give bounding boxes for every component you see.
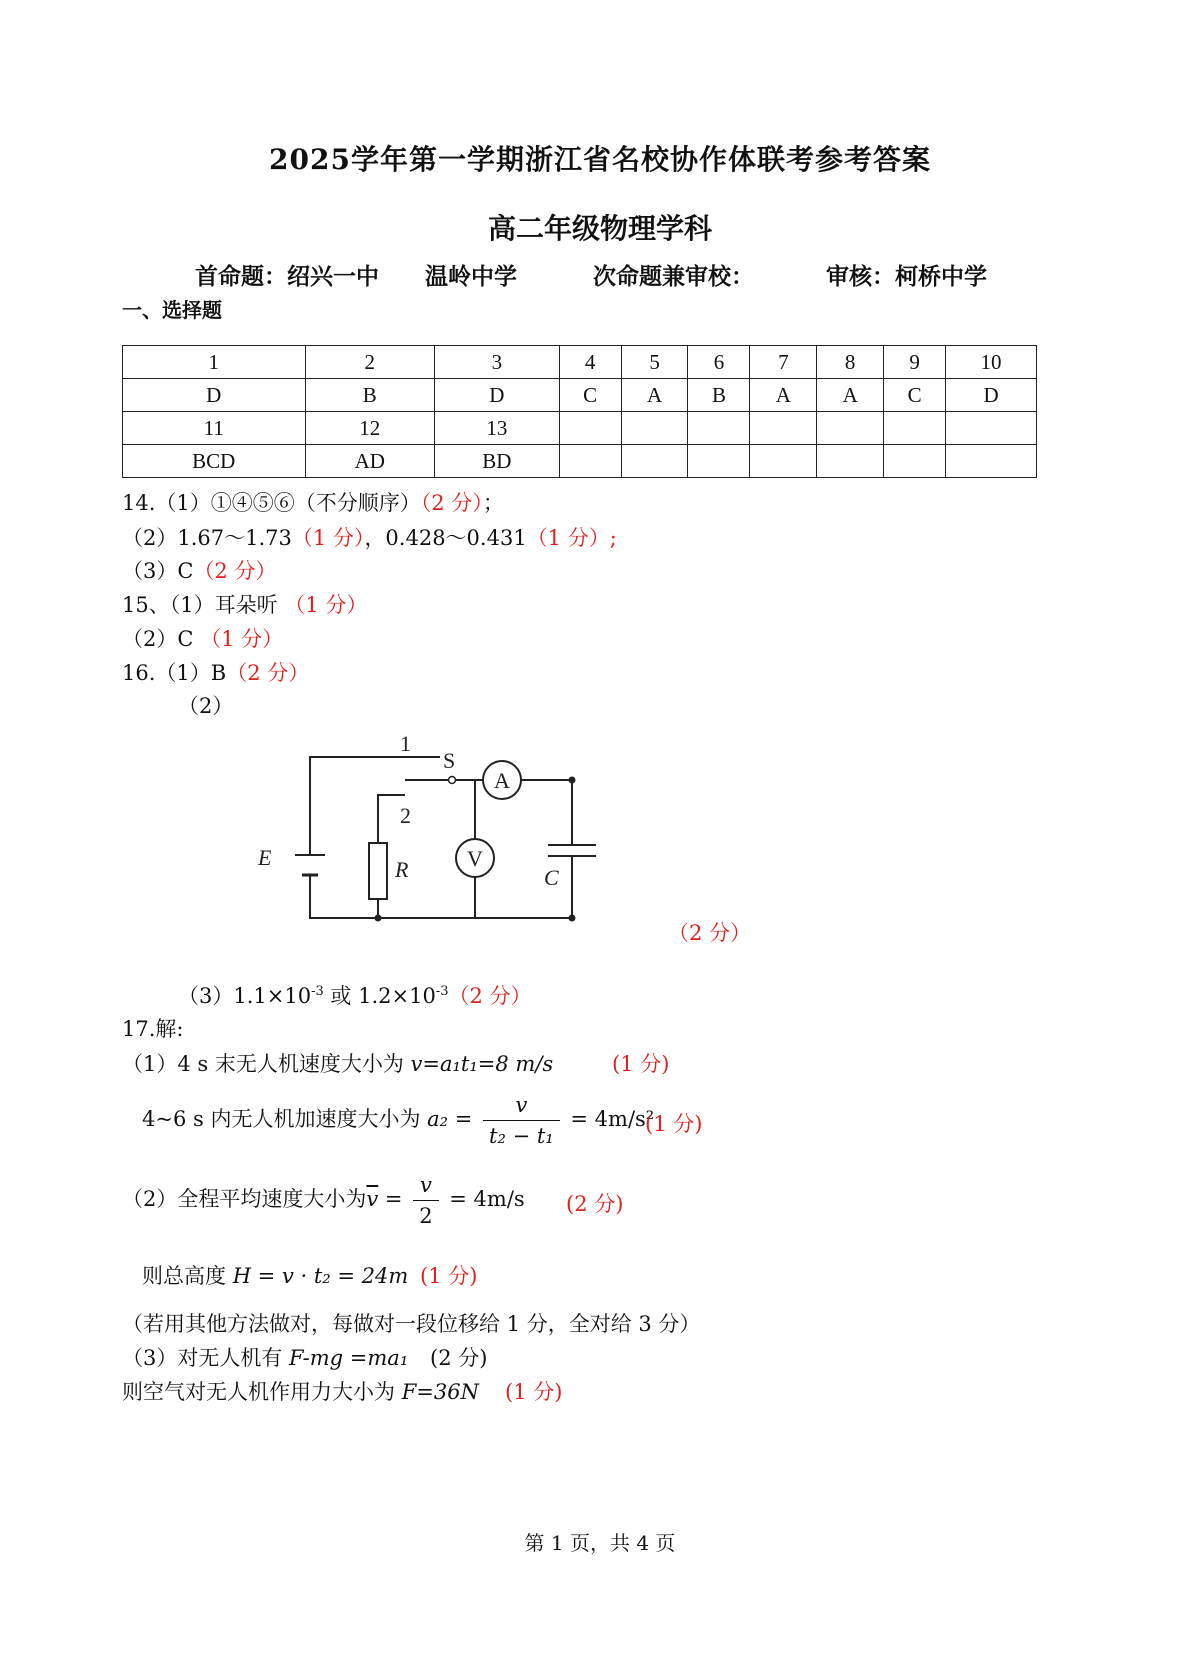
q16-score1: （2 分） bbox=[226, 661, 310, 685]
question-number-cell: 8 bbox=[817, 346, 884, 379]
answer-cell bbox=[946, 445, 1037, 478]
wire-top-left bbox=[310, 757, 440, 855]
answer-table-row bbox=[123, 379, 1037, 412]
answer-cell: A bbox=[750, 379, 817, 412]
q15-score2: （1 分） bbox=[200, 627, 284, 651]
q16-line3 bbox=[178, 980, 532, 1010]
question-number-cell: 12 bbox=[305, 412, 434, 445]
label-ammeter: A bbox=[494, 768, 510, 793]
question-number-cell: 3 bbox=[434, 346, 559, 379]
q17-text1: （1）4 s 末无人机速度大小为 bbox=[122, 1052, 411, 1076]
q16-line1 bbox=[122, 657, 309, 687]
q17-eq3: = bbox=[378, 1187, 403, 1211]
answer-cell: BCD bbox=[123, 445, 306, 478]
first-setter: 首命题：绍兴一中 bbox=[195, 264, 379, 290]
q14-score3: （2 分） bbox=[193, 559, 277, 583]
q15-line2 bbox=[122, 623, 283, 653]
answer-table-row bbox=[123, 412, 1037, 445]
q17-line1 bbox=[122, 1048, 553, 1078]
q17-vbar: $\overline{v}$ bbox=[366, 1187, 379, 1211]
q14-answer3: （3）C bbox=[122, 559, 194, 583]
question-number-cell bbox=[559, 412, 621, 445]
q17-num3: v bbox=[413, 1170, 438, 1201]
resistor bbox=[369, 843, 387, 899]
page-number: 第 1 页，共 4 页 bbox=[524, 1531, 676, 1555]
q16-answer3a: （3）1.1×10 bbox=[178, 984, 312, 1008]
q16-exp1: -3 bbox=[311, 984, 324, 999]
answer-cell: D bbox=[434, 379, 559, 412]
question-number-cell: 5 bbox=[621, 346, 688, 379]
q17-line6 bbox=[122, 1376, 479, 1406]
question-number-cell: 13 bbox=[434, 412, 559, 445]
q16-answer3b: 或 1.2×10 bbox=[323, 984, 436, 1008]
label-contact-2: 2 bbox=[400, 803, 411, 828]
question-number-cell: 4 bbox=[559, 346, 621, 379]
section-choice-title: 一、选择题 bbox=[122, 298, 222, 322]
label-switch: S bbox=[443, 748, 456, 773]
q17-score4: (1 分) bbox=[420, 1264, 478, 1288]
reviewer: 审核：柯桥中学 bbox=[826, 264, 987, 290]
q17-note: （若用其他方法做对，每做对一段位移给 1 分，全对给 3 分） bbox=[122, 1312, 701, 1336]
answer-cell: AD bbox=[305, 445, 434, 478]
question-number-cell bbox=[750, 412, 817, 445]
question-number-cell bbox=[884, 412, 946, 445]
label-resistor: R bbox=[395, 857, 409, 882]
q17-lhs2: a₂ = bbox=[427, 1107, 473, 1131]
q14-answer2: （2）1.67～1.73 bbox=[122, 526, 292, 550]
q17-fraction2 bbox=[483, 1090, 560, 1151]
q17-formula1: v=a₁t₁=8 m/s bbox=[410, 1052, 554, 1076]
answer-cell: B bbox=[688, 379, 750, 412]
answer-cell: C bbox=[884, 379, 946, 412]
q15-answer2: （2）C bbox=[122, 627, 194, 651]
q14-line2 bbox=[122, 522, 617, 552]
q17-text4: 则总高度 bbox=[142, 1264, 226, 1288]
q16-exp2: -3 bbox=[435, 984, 449, 999]
q17-formula4: H = v · t₂ = 24m bbox=[232, 1264, 409, 1288]
q16-circuit-score: （2 分） bbox=[668, 921, 752, 945]
answer-cell bbox=[884, 445, 946, 478]
q17-text2: 4~6 s 内无人机加速度大小为 bbox=[142, 1107, 421, 1131]
q17-score3: (2 分) bbox=[566, 1192, 624, 1216]
q17-text6: 则空气对无人机作用力大小为 bbox=[122, 1380, 402, 1404]
question-number-cell bbox=[621, 412, 688, 445]
answer-cell: D bbox=[946, 379, 1037, 412]
answer-table-row bbox=[123, 445, 1037, 478]
q14-line3 bbox=[122, 555, 276, 585]
answer-cell: BD bbox=[434, 445, 559, 478]
document-title: 2025学年第一学期浙江省名校协作体联考参考答案 bbox=[269, 143, 931, 176]
first-setter-school2: 温岭中学 bbox=[425, 264, 517, 290]
q16-score3: （2 分） bbox=[448, 984, 532, 1008]
q17-score5: (2 分) bbox=[430, 1346, 488, 1370]
q17-rhs3: = 4m/s bbox=[449, 1187, 525, 1211]
q14-answer1: 14.（1）①④⑤⑥（不分顺序） bbox=[122, 491, 421, 515]
question-number-cell: 6 bbox=[688, 346, 750, 379]
label-voltmeter: V bbox=[467, 846, 483, 871]
node-top-right bbox=[569, 777, 576, 784]
q17-den2: t₂ − t₁ bbox=[489, 1124, 554, 1148]
q15-line1 bbox=[122, 589, 367, 619]
question-number-cell bbox=[946, 412, 1037, 445]
q14-score2a: （1 分） bbox=[291, 526, 365, 550]
q17-line3 bbox=[122, 1170, 525, 1231]
q17-fraction3 bbox=[413, 1170, 438, 1231]
question-number-cell bbox=[688, 412, 750, 445]
question-number-cell: 2 bbox=[305, 346, 434, 379]
label-battery: E bbox=[258, 845, 272, 870]
q17-rhs2: = 4m/s² bbox=[570, 1107, 655, 1131]
answer-cell bbox=[621, 445, 688, 478]
question-number-cell: 11 bbox=[123, 412, 306, 445]
circuit-diagram bbox=[240, 725, 620, 935]
question-number-cell: 1 bbox=[123, 346, 306, 379]
q17-text3: （2）全程平均速度大小为 bbox=[122, 1187, 367, 1211]
answer-cell bbox=[688, 445, 750, 478]
answer-cell: C bbox=[559, 379, 621, 412]
q17-head: 17.解: bbox=[122, 1017, 184, 1041]
node-bottom-resistor bbox=[375, 915, 382, 922]
q17-num2: v bbox=[483, 1090, 560, 1121]
q17-score1: (1 分) bbox=[612, 1052, 670, 1076]
answer-cell: A bbox=[621, 379, 688, 412]
q17-den3: 2 bbox=[419, 1204, 433, 1228]
answer-table bbox=[122, 345, 1037, 478]
node-bottom-right bbox=[569, 915, 576, 922]
answer-table-body bbox=[123, 346, 1037, 478]
question-number-cell: 9 bbox=[884, 346, 946, 379]
q14-score1: （2 分） bbox=[420, 491, 483, 515]
q16-line2: （2） bbox=[178, 694, 234, 718]
label-capacitor: C bbox=[544, 865, 559, 890]
q17-line2 bbox=[142, 1090, 654, 1151]
answer-table-row bbox=[123, 346, 1037, 379]
answer-cell bbox=[817, 445, 884, 478]
second-setter: 次命题兼审校： bbox=[593, 264, 754, 290]
answer-cell: A bbox=[817, 379, 884, 412]
q17-formula6: F=36N bbox=[401, 1380, 479, 1404]
answer-cell: B bbox=[305, 379, 434, 412]
wire-bottom bbox=[310, 875, 572, 918]
question-number-cell: 7 bbox=[750, 346, 817, 379]
q17-line5 bbox=[122, 1342, 408, 1372]
q17-line4 bbox=[142, 1260, 408, 1290]
q14-end1: ； bbox=[482, 491, 504, 515]
answer-cell: D bbox=[123, 379, 306, 412]
q17-text5: （3）对无人机有 bbox=[122, 1346, 290, 1370]
answer-cell bbox=[750, 445, 817, 478]
q14-line1 bbox=[122, 487, 504, 517]
q15-answer1: 15、（1）耳朵听 bbox=[122, 593, 278, 617]
q17-score2: (1 分) bbox=[645, 1112, 703, 1136]
label-contact-1: 1 bbox=[400, 731, 411, 756]
q14-score2b: （1 分）; bbox=[526, 526, 617, 550]
q16-answer1: 16.（1）B bbox=[122, 661, 227, 685]
document-subtitle: 高二年级物理学科 bbox=[487, 212, 712, 245]
q17-formula5: F-mg =ma₁ bbox=[289, 1346, 409, 1370]
q17-score6: (1 分) bbox=[505, 1380, 563, 1404]
switch-pivot bbox=[449, 777, 456, 784]
q14-answer2b: ，0.428～0.431 bbox=[364, 526, 527, 550]
q15-score1: （1 分） bbox=[284, 593, 368, 617]
question-number-cell bbox=[817, 412, 884, 445]
answer-cell bbox=[559, 445, 621, 478]
question-number-cell: 10 bbox=[946, 346, 1037, 379]
